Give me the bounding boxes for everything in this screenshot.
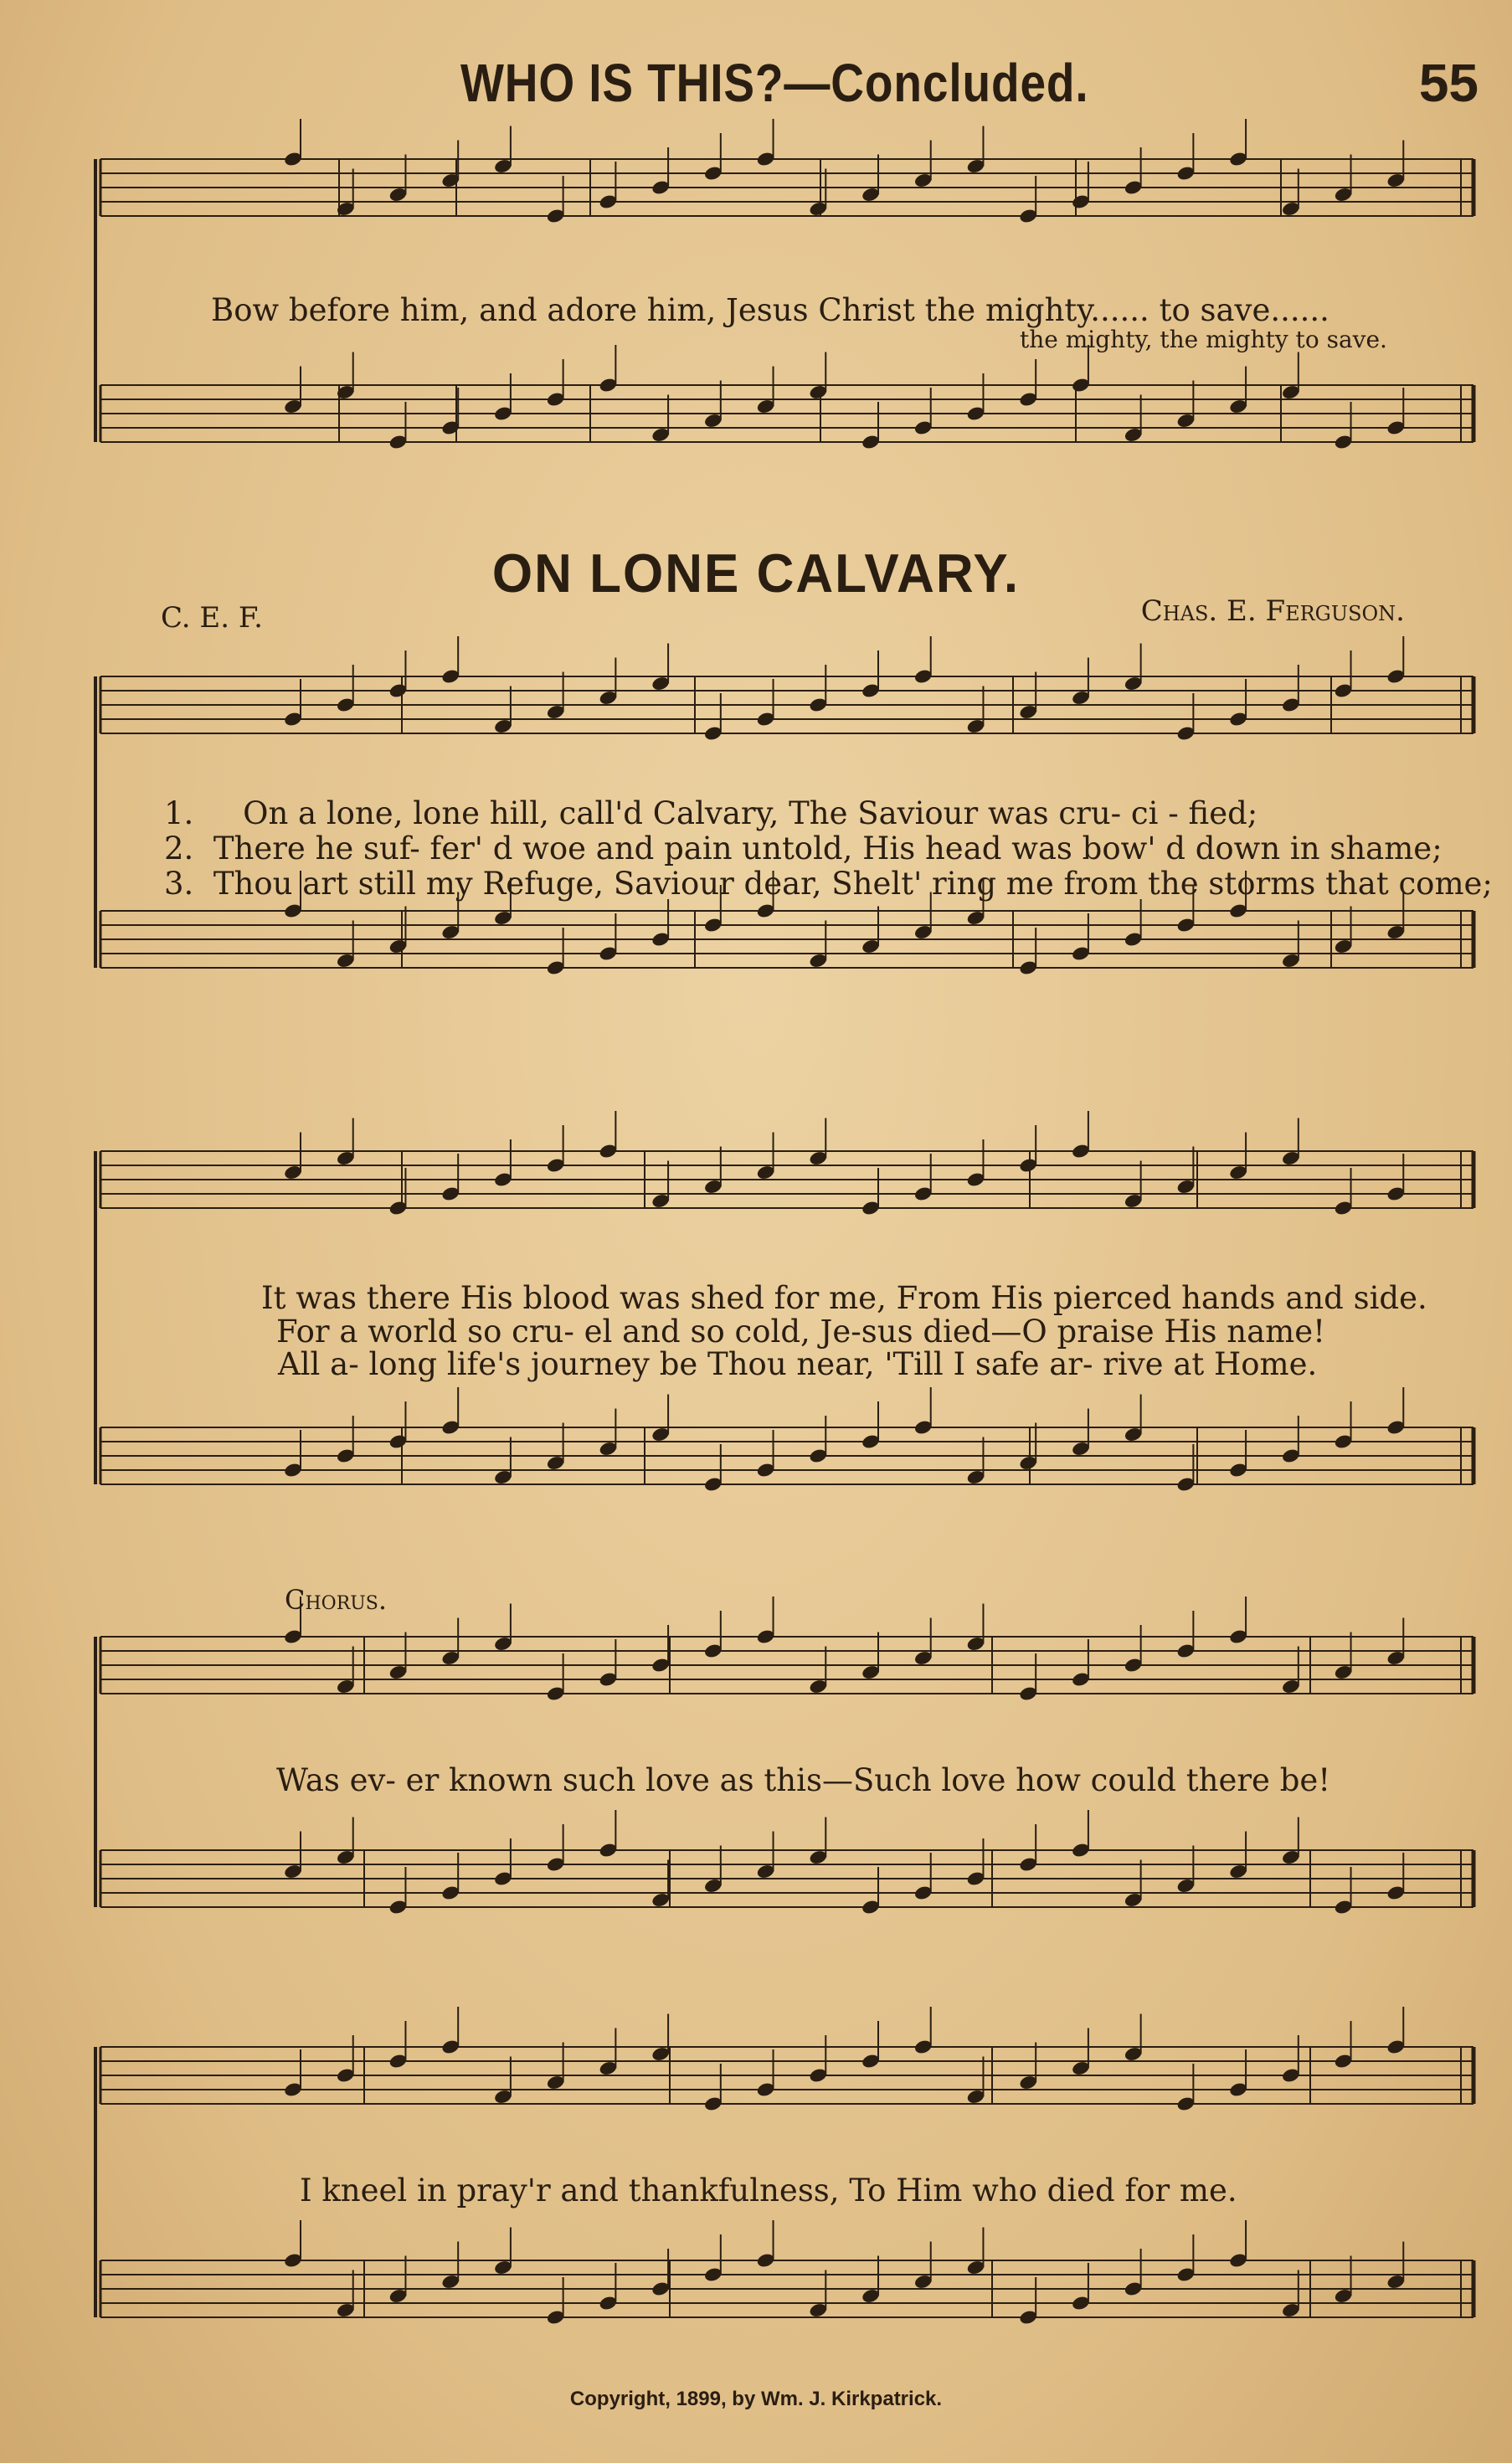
verse-2-line-b: For a world so cru- el and so cold, Je-sus died—O praise His name! — [276, 1314, 1326, 1350]
concluded-echo-line: the mighty, the mighty to save. — [1020, 326, 1387, 353]
chorus-line-2: I kneel in pray'r and thankfulness, To Him who died for me. — [300, 2172, 1237, 2208]
verse-3-line-b: All a- long life's journey be Thou near, 'Till I safe ar- rive at Home. — [278, 1346, 1318, 1382]
chorus-label: Chorus. — [285, 1584, 388, 1616]
concluded-lyric-line: Bow before him, and adore him, Jesus Christ the mighty...... to save...... — [211, 292, 1329, 328]
verse-2-line-a: 2. There he suf- fer' d woe and pain untold, His head was bow' d down in shame; — [164, 830, 1443, 866]
verse-1-line-b: It was there His blood was shed for me, From His pierced hands and side. — [261, 1280, 1427, 1316]
verse-3-line-a: 3. Thou art still my Refuge, Saviour dear, Shelt' ring me from the storms that come; — [164, 866, 1493, 902]
song-title: ON LONE CALVARY. — [491, 543, 1021, 604]
page-number: 55 — [1418, 53, 1479, 113]
author-initials: C. E. F. — [161, 601, 263, 635]
composer-credit: Chas. E. Ferguson. — [1140, 594, 1405, 628]
page-header-title: WHO IS THIS?—Concluded. — [460, 53, 1089, 113]
chorus-line-1: Was ev- er known such love as this—Such love how could there be! — [276, 1762, 1331, 1798]
verse-1-line-a: 1. On a lone, lone hill, call'd Calvary, The Saviour was cru- ci - fied; — [164, 795, 1258, 831]
copyright-notice: Copyright, 1899, by Wm. J. Kirkpatrick. — [569, 2388, 943, 2410]
